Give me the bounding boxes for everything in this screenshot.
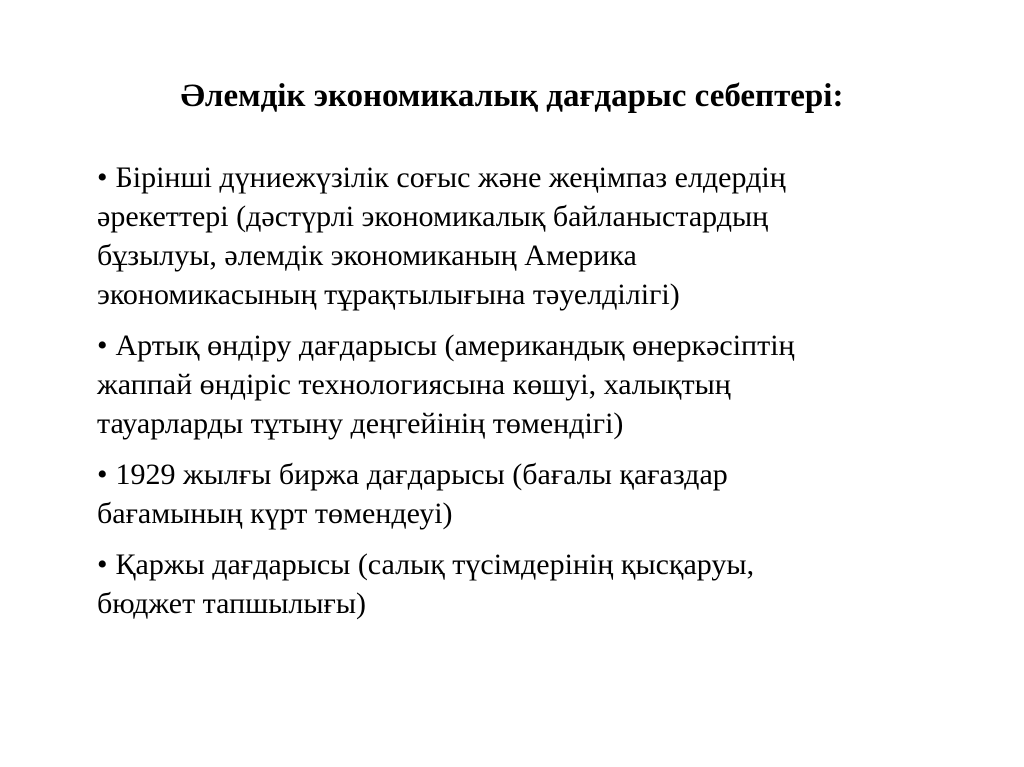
bullet-item-4 bbox=[97, 545, 927, 623]
bullet-line: экономикасының тұрақтылығына тәуелділігі) bbox=[97, 278, 680, 311]
bullet-text: Бірінші дүниежүзілік соғыс және жеңімпаз елдердің bbox=[115, 161, 786, 194]
bullet-line bbox=[97, 158, 927, 197]
bullet-line bbox=[97, 455, 927, 494]
bullet-line: тауарларды тұтыну деңгейінің төмендігі) bbox=[97, 407, 624, 440]
bullet-line: жаппай өндіріс технологиясына көшуі, халықтың bbox=[97, 368, 731, 401]
bullet-line: бюджет тапшылығы) bbox=[97, 587, 366, 620]
bullet-line: бұзылуы, әлемдік экономиканың Америка bbox=[97, 239, 637, 272]
bullet-icon: • bbox=[97, 329, 108, 362]
bullet-line: әрекеттері (дәстүрлі экономикалық байланыстардың bbox=[97, 200, 769, 233]
bullet-text: 1929 жылғы биржа дағдарысы (бағалы қағаздар bbox=[115, 458, 728, 491]
slide-title: Әлемдік экономикалық дағдарыс себептері: bbox=[180, 78, 844, 114]
bullet-icon: • bbox=[97, 161, 108, 194]
bullet-icon: • bbox=[97, 548, 108, 581]
bullet-text: Қаржы дағдарысы (салық түсімдерінің қысқаруы, bbox=[115, 548, 755, 581]
bullet-item-2 bbox=[97, 326, 927, 443]
bullet-text: Артық өндіру дағдарысы (американдық өнеркәсіптің bbox=[115, 329, 795, 362]
bullet-line: бағамының күрт төмендеуі) bbox=[97, 497, 453, 530]
bullet-item-3 bbox=[97, 455, 927, 533]
bullet-icon: • bbox=[97, 458, 108, 491]
bullet-line bbox=[97, 326, 927, 365]
bullet-list bbox=[97, 158, 927, 635]
bullet-line bbox=[97, 545, 927, 584]
bullet-item-1 bbox=[97, 158, 927, 314]
